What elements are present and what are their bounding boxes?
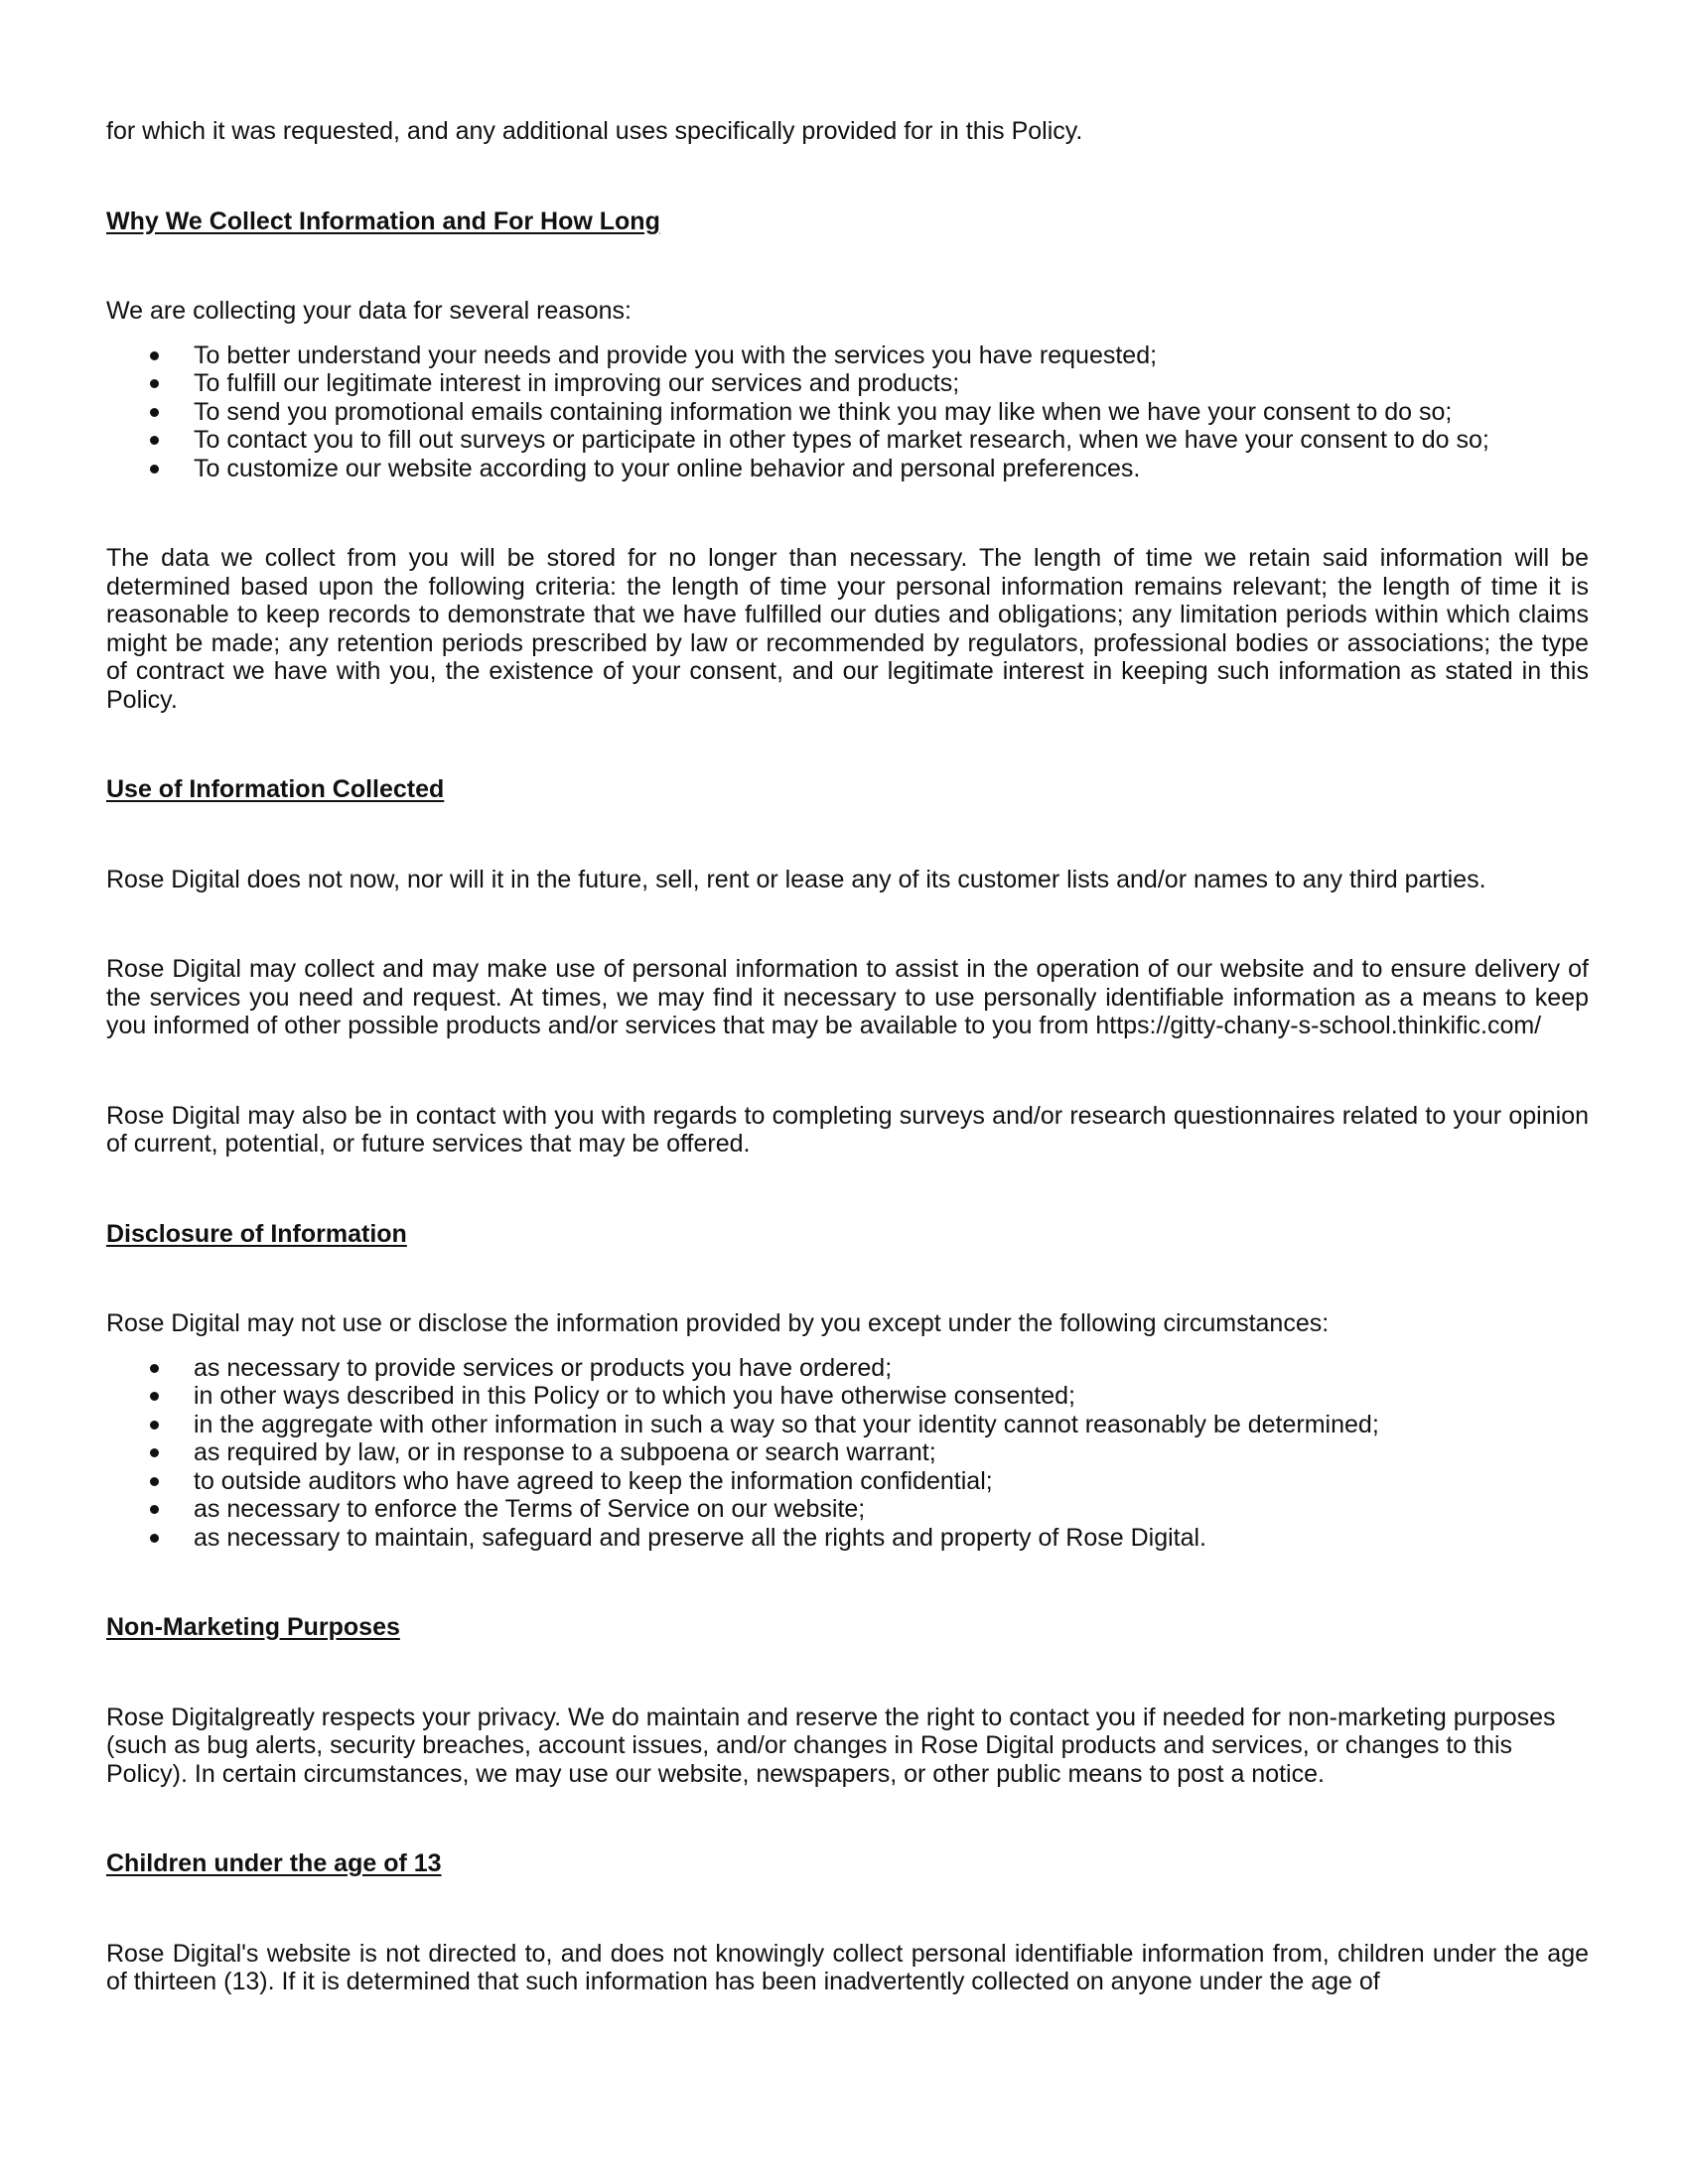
list-item: in other ways described in this Policy or to which you have otherwise consented; [106, 1382, 1589, 1411]
list-item: as necessary to maintain, safeguard and preserve all the rights and property of Rose Digital. [106, 1524, 1589, 1553]
why-reasons-list [106, 341, 1589, 483]
use-paragraph-3: Rose Digital may also be in contact with you with regards to completing surveys and/or research questionnaires related to your opinion of current, potential, or future services that may be offered. [106, 1101, 1589, 1158]
section-heading-use: Use of Information Collected [106, 775, 445, 803]
list-item: To better understand your needs and provide you with the services you have requested; [106, 341, 1589, 370]
list-item: as required by law, or in response to a subpoena or search warrant; [106, 1438, 1589, 1467]
non-marketing-paragraph: Rose Digitalgreatly respects your privacy. We do maintain and reserve the right to contact you if needed for non-marketing purposes (such as bug alerts, security breaches, account issues, and/or changes in Rose Digital products and services, or changes to this Policy). In certain circumstances, we may use our website, newspapers, or other public means to post a notice. [106, 1703, 1556, 1788]
opening-text: for which it was requested, and any additional uses specifically provided for in this Policy. [106, 117, 1083, 145]
section-heading-why-collect: Why We Collect Information and For How Long [106, 206, 660, 235]
list-item: to outside auditors who have agreed to keep the information confidential; [106, 1467, 1589, 1496]
document-page [106, 117, 1589, 1996]
list-item: To customize our website according to your online behavior and personal preferences. [106, 455, 1589, 483]
retention-paragraph: The data we collect from you will be stored for no longer than necessary. The length of time we retain said information will be determined based upon the following criteria: the length of time your personal information remains relevant; the length of time it is reasonable to keep records to demonstrate that we have fulfilled our duties and obligations; any limitation periods within which claims might be made; any retention periods prescribed by law or recommended by regulators, professional bodies or associations; the type of contract we have with you, the existence of your consent, and our legitimate interest in keeping such information as stated in this Policy. [106, 544, 1589, 714]
use-paragraph-1: Rose Digital does not now, nor will it in the future, sell, rent or lease any of its customer lists and/or names to any third parties. [106, 865, 1486, 893]
use-paragraph-2: Rose Digital may collect and may make use of personal information to assist in the operation of our website and to ensure delivery of the services you need and request. At times, we may find it necessary to use personally identifiable information as a means to keep you informed of other possible products and/or services that may be available to you from https://gitty-chany-s-school.thinkific.com/ [106, 955, 1589, 1039]
list-item: To send you promotional emails containing information we think you may like when we have your consent to do so; [106, 398, 1589, 427]
list-item: in the aggregate with other information in such a way so that your identity cannot reasonably be determined; [106, 1411, 1589, 1439]
list-item: To fulfill our legitimate interest in improving our services and products; [106, 369, 1589, 398]
section-heading-disclosure: Disclosure of Information [106, 1219, 407, 1248]
disclosure-intro-text: Rose Digital may not use or disclose the information provided by you except under the following circumstances: [106, 1309, 1330, 1337]
list-item: as necessary to provide services or products you have ordered; [106, 1354, 1589, 1383]
children-paragraph: Rose Digital's website is not directed to, and does not knowingly collect personal identifiable information from, children under the age of thirteen (13). If it is determined that such information has been inadvertently collected on anyone under the age of [106, 1939, 1589, 1995]
why-intro-text: We are collecting your data for several reasons: [106, 297, 632, 325]
section-heading-non-marketing: Non-Marketing Purposes [106, 1613, 400, 1641]
list-item: as necessary to enforce the Terms of Service on our website; [106, 1495, 1589, 1524]
disclosure-circumstances-list [106, 1354, 1589, 1553]
list-item: To contact you to fill out surveys or participate in other types of market research, when we have your consent to do so; [106, 426, 1589, 455]
section-heading-children: Children under the age of 13 [106, 1849, 442, 1877]
